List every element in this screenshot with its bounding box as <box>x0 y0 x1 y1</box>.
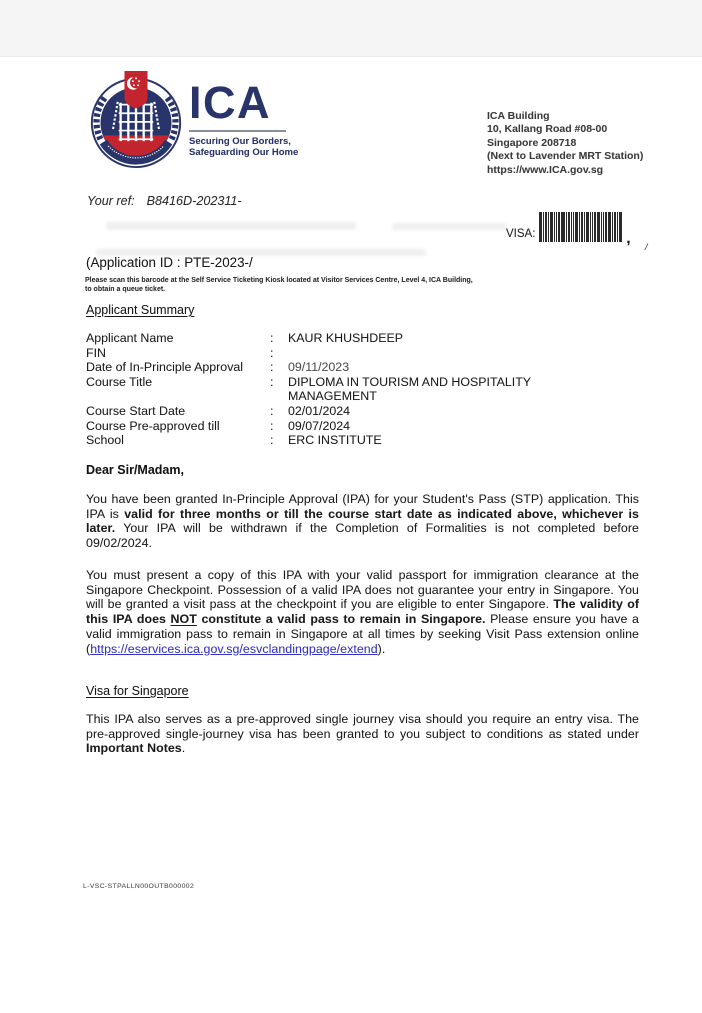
document-code: L-VSC-STPALLN00OUTB000002 <box>83 883 195 890</box>
paragraph-immigration-clearance: You must present a copy of this IPA with your valid passport for immigration clearance at the Singapore Checkpoint. Possession of a valid IPA does not guarantee your entry in Singapore. You will be granted a visit pass at the checkpoint if you are eligible to enter Singapore. The validity of this IPA does NOT constitute a valid pass to remain in Singapore. Please ensure you have a valid immigration pass to remain in Singapore at all times by seeking Visit Pass extension online (https://eservices.ica.gov.sg/esvclandingpage/extend). <box>86 568 639 656</box>
table-row <box>86 433 639 448</box>
stray-slash-mark: / <box>645 242 648 252</box>
your-ref-label: Your ref: <box>87 194 135 208</box>
visa-barcode-icon <box>539 212 625 247</box>
row-label: Course Start Date <box>86 403 186 418</box>
visa-label: VISA: <box>506 227 536 240</box>
barcode-instructions <box>85 276 565 295</box>
applicant-summary-table <box>86 331 639 448</box>
paragraph-ipa-granted: You have been granted In-Principle Approval (IPA) for your Student's Pass (STP) application. This IPA is valid for three months or till the course start date as indicated above, whichever is later. Your IPA will be withdrawn if the Completion of Formalities is not completed before 09/02/2024. <box>86 492 639 551</box>
row-label: Course Title <box>86 374 153 389</box>
table-row <box>86 360 639 375</box>
row-value: 09/11/2023 <box>288 360 350 375</box>
barcode-trailing-mark: , <box>626 230 631 247</box>
address-line: 10, Kallang Road #08-00 <box>487 123 608 136</box>
row-colon: : <box>270 374 274 389</box>
salutation: Dear Sir/Madam, <box>86 463 184 477</box>
row-colon: : <box>270 403 274 418</box>
row-value: 02/01/2024 <box>288 403 351 418</box>
row-label: Date of In-Principle Approval <box>86 360 244 375</box>
applicant-summary-heading: Applicant Summary <box>86 303 195 317</box>
row-colon: : <box>270 418 274 433</box>
extension-link[interactable]: https://eservices.ica.gov.sg/esvclandingpage/extend <box>90 641 378 656</box>
table-row <box>86 404 639 419</box>
visa-for-singapore-heading: Visa for Singapore <box>86 684 189 698</box>
redacted-smudge <box>392 223 507 230</box>
row-label: School <box>86 433 124 448</box>
table-row <box>86 346 639 361</box>
your-ref-line <box>87 194 242 208</box>
row-value: ERC INSTITUTE <box>288 433 382 448</box>
ica-abbreviation: ICA <box>189 77 271 128</box>
ica-wordmark <box>189 77 299 159</box>
table-row <box>86 375 639 404</box>
row-value: 09/07/2024 <box>288 418 351 433</box>
address-line: (Next to Lavender MRT Station) <box>487 150 644 163</box>
row-value: KAUR KHUSHDEEP <box>288 331 403 345</box>
row-colon: : <box>270 360 274 375</box>
redacted-smudge <box>106 222 356 230</box>
wordmark-divider <box>189 130 286 132</box>
row-label: Course Pre-approved till <box>86 418 220 433</box>
address-line: ICA Building <box>487 110 550 122</box>
visa-barcode-row <box>506 212 631 247</box>
row-colon: : <box>270 433 274 448</box>
tagline-line2: Safeguarding Our Home <box>189 147 299 159</box>
row-label: Applicant Name <box>86 331 174 345</box>
table-row <box>86 331 639 346</box>
barcode-instructions-line1: Please scan this barcode at the Self Service Ticketing Kiosk located at Visitor Services Centre, Level 4, ICA Building, <box>85 277 473 284</box>
address-line: https://www.ICA.gov.sg <box>487 163 604 176</box>
paragraph-single-journey-visa: This IPA also serves as a pre-approved single journey visa should you require an entry visa. The pre-approved single-journey visa has been granted to you subject to conditions as stated under Important Notes. <box>86 712 639 756</box>
application-id-line: (Application ID : PTE-2023-/ <box>86 255 253 270</box>
barcode-instructions-line2: to obtain a queue ticket. <box>85 286 166 294</box>
row-colon: : <box>270 345 274 360</box>
row-colon: : <box>270 331 274 345</box>
tagline-line1: Securing Our Borders, <box>189 136 291 147</box>
ica-address-block <box>487 110 643 177</box>
row-value <box>288 346 588 361</box>
row-value: DIPLOMA IN TOURISM AND HOSPITALITY MANAGEMENT <box>288 374 531 404</box>
your-ref-value: B8416D-202311- <box>146 194 242 208</box>
address-line: Singapore 208718 <box>487 136 577 149</box>
ica-crest-icon <box>88 70 184 170</box>
row-label: FIN <box>86 345 106 360</box>
table-row <box>86 419 639 434</box>
